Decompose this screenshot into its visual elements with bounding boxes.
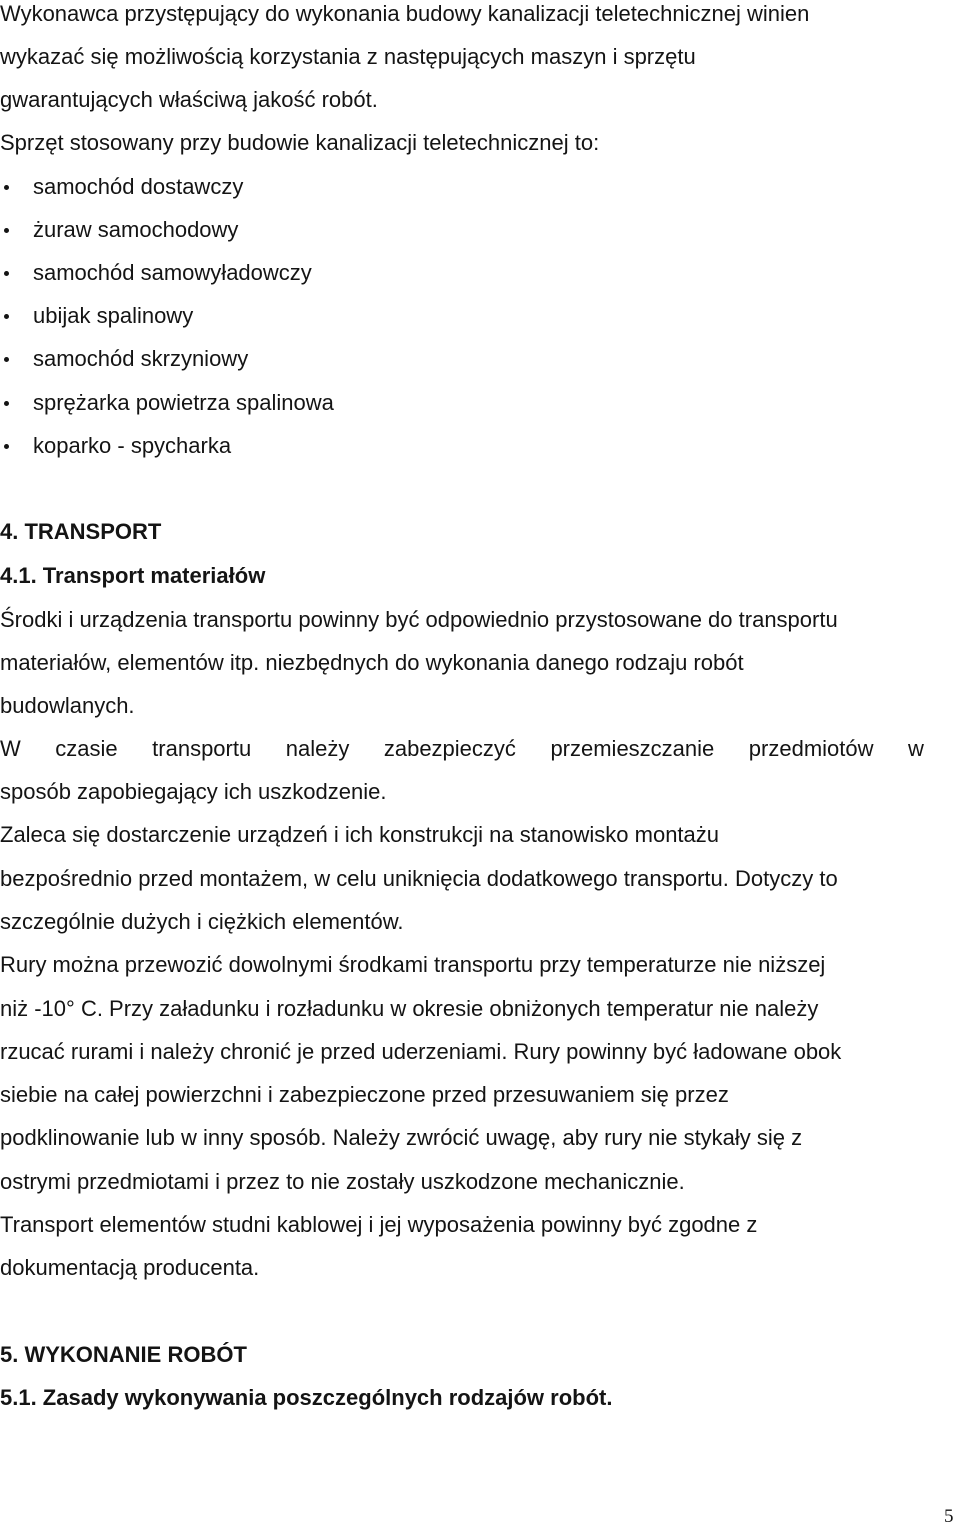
bullet-icon — [4, 314, 9, 319]
paragraph-line-justified — [0, 735, 924, 763]
paragraph-line: ostrymi przedmiotami i przez to nie zostały uszkodzone mechanicznie. — [0, 1169, 685, 1194]
bullet-icon — [4, 357, 9, 362]
list-item-text: samochód skrzyniowy — [33, 346, 249, 371]
list-item-text: żuraw samochodowy — [33, 217, 239, 242]
subsection-heading-execution-rules: 5.1. Zasady wykonywania poszczególnych rodzajów robót. — [0, 1385, 613, 1410]
paragraph-line: Zaleca się dostarczenie urządzeń i ich konstrukcji na stanowisko montażu — [0, 822, 720, 847]
paragraph-line: niż -10° C. Przy załadunku i rozładunku w okresie obniżonych temperatur nie należy — [0, 996, 819, 1021]
bullet-icon — [4, 401, 9, 406]
word: w — [908, 736, 924, 761]
intro-line-3: gwarantujących właściwą jakość robót. — [0, 87, 378, 112]
paragraph-line: Środki i urządzenia transportu powinny być odpowiednio przystosowane do transportu — [0, 607, 838, 632]
word: czasie — [55, 736, 118, 761]
paragraph-line: podklinowanie lub w inny sposób. Należy zwrócić uwagę, aby rury nie stykały się z — [0, 1125, 803, 1150]
word: transportu — [152, 736, 252, 761]
word: przemieszczanie — [550, 736, 715, 761]
page-number: 5 — [944, 1506, 954, 1527]
list-item-text: samochód dostawczy — [33, 174, 244, 199]
word: W — [0, 736, 21, 761]
section-heading-transport: 4. TRANSPORT — [0, 519, 162, 544]
list-item-text: sprężarka powietrza spalinowa — [33, 390, 334, 415]
bullet-icon — [4, 228, 9, 233]
intro-line-4: Sprzęt stosowany przy budowie kanalizacji teletechnicznej to: — [0, 130, 600, 155]
word: przedmiotów — [748, 736, 874, 761]
list-item-text: ubijak spalinowy — [33, 303, 194, 328]
bullet-icon — [4, 444, 9, 449]
paragraph-line: rzucać rurami i należy chronić je przed uderzeniami. Rury powinny być ładowane obok — [0, 1039, 842, 1064]
paragraph-line: budowlanych. — [0, 693, 135, 718]
intro-line-1: Wykonawca przystępujący do wykonania budowy kanalizacji teletechnicznej winien — [0, 1, 810, 26]
bullet-icon — [4, 185, 9, 190]
bullet-icon — [4, 271, 9, 276]
paragraph-line: Transport elementów studni kablowej i jej wyposażenia powinny być zgodne z — [0, 1212, 758, 1237]
paragraph-line: szczególnie dużych i ciężkich elementów. — [0, 909, 404, 934]
intro-line-2: wykazać się możliwością korzystania z następujących maszyn i sprzętu — [0, 44, 696, 69]
subsection-heading-transport-materials: 4.1. Transport materiałów — [0, 563, 266, 588]
paragraph-line: bezpośrednio przed montażem, w celu uniknięcia dodatkowego transportu. Dotyczy to — [0, 866, 838, 891]
paragraph-line: materiałów, elementów itp. niezbędnych do wykonania danego rodzaju robót — [0, 650, 744, 675]
word: zabezpieczyć — [383, 736, 516, 761]
paragraph-line: Rury można przewozić dowolnymi środkami transportu przy temperaturze nie niższej — [0, 952, 826, 977]
paragraph-line: dokumentacją producenta. — [0, 1255, 260, 1280]
list-item-text: samochód samowyładowczy — [33, 260, 312, 285]
section-heading-execution: 5. WYKONANIE ROBÓT — [0, 1342, 247, 1367]
list-item-text: koparko - spycharka — [33, 433, 232, 458]
paragraph-line: siebie na całej powierzchni i zabezpieczone przed przesuwaniem się przez — [0, 1082, 729, 1107]
word: należy — [285, 736, 350, 761]
paragraph-line: sposób zapobiegający ich uszkodzenie. — [0, 779, 387, 804]
